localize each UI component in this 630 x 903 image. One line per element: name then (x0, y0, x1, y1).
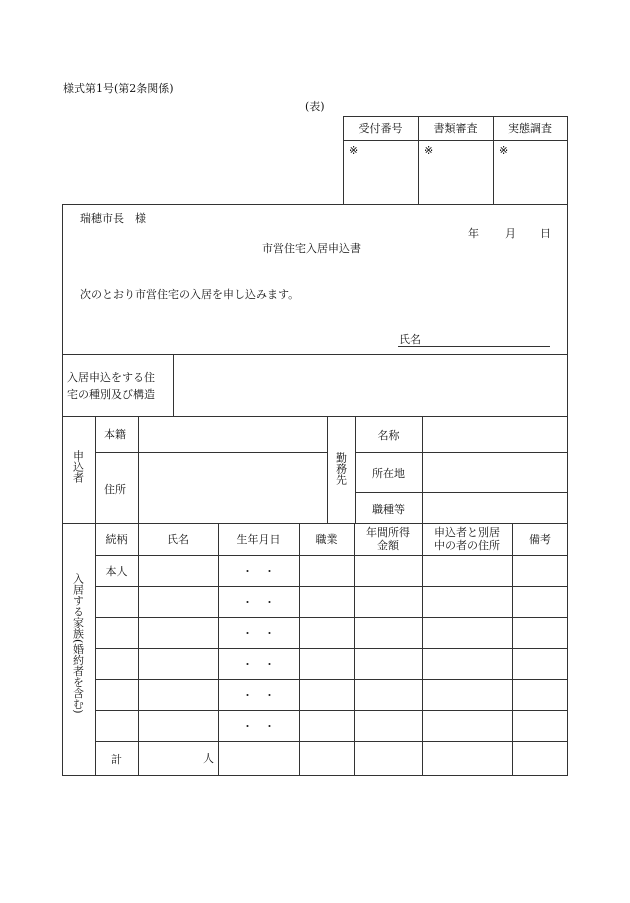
occupation-header: 職業 (315, 533, 338, 546)
applicant-vertical-label: 申込者 (71, 450, 85, 483)
office-mark: ※ (424, 144, 434, 157)
birth-dots: ・ ・ (242, 689, 275, 702)
total-unit: 人 (203, 752, 214, 765)
relation-header: 続柄 (105, 533, 128, 546)
honseki-label: 本籍 (104, 428, 126, 441)
birthdate-header: 生年月日 (236, 533, 281, 546)
table-row-relation: 本人 (105, 565, 128, 578)
birth-dots: ・ ・ (242, 658, 275, 671)
work-job-label: 職種等 (372, 503, 405, 516)
date-year-label: 年 (468, 227, 479, 240)
name-signature-line (398, 346, 550, 347)
form-title: 市営住宅入居申込書 (262, 242, 361, 255)
separate-address-header: 申込者と別居 中の者の住所 (434, 526, 500, 552)
housing-type-label-2: 宅の種別及び構造 (67, 388, 155, 401)
family-vertical-label: 入居する家族(婚約者を含む) (71, 573, 85, 714)
birth-dots: ・ ・ (242, 627, 275, 640)
workplace-vertical-label: 勤務先 (334, 452, 348, 485)
birth-dots: ・ ・ (242, 565, 275, 578)
birth-dots: ・ ・ (242, 720, 275, 733)
annual-income-header: 年間所得 金額 (366, 526, 410, 552)
date-day-label: 日 (540, 227, 551, 240)
birth-dots: ・ ・ (242, 596, 275, 609)
remarks-header: 備考 (529, 533, 551, 546)
total-label: 計 (111, 753, 122, 766)
field-survey-header: 実態調査 (508, 122, 552, 135)
reception-number-header: 受付番号 (358, 122, 403, 135)
date-month-label: 月 (505, 227, 516, 240)
name-label: 氏名 (399, 333, 421, 346)
work-location-label: 所在地 (372, 467, 405, 480)
work-name-label: 名称 (377, 429, 400, 442)
form-number: 様式第1号(第2条関係) (63, 82, 174, 95)
page-side-label: (表) (305, 100, 325, 113)
name-header: 氏名 (167, 533, 189, 546)
address-label: 住所 (104, 483, 126, 496)
application-statement: 次のとおり市営住宅の入居を申し込みます。 (80, 288, 300, 301)
document-review-header: 書類審査 (433, 122, 478, 135)
housing-type-label: 入居申込をする住 (67, 371, 155, 384)
office-mark: ※ (349, 144, 359, 157)
office-mark: ※ (499, 144, 509, 157)
addressee: 瑞穂市長 様 (80, 212, 146, 225)
